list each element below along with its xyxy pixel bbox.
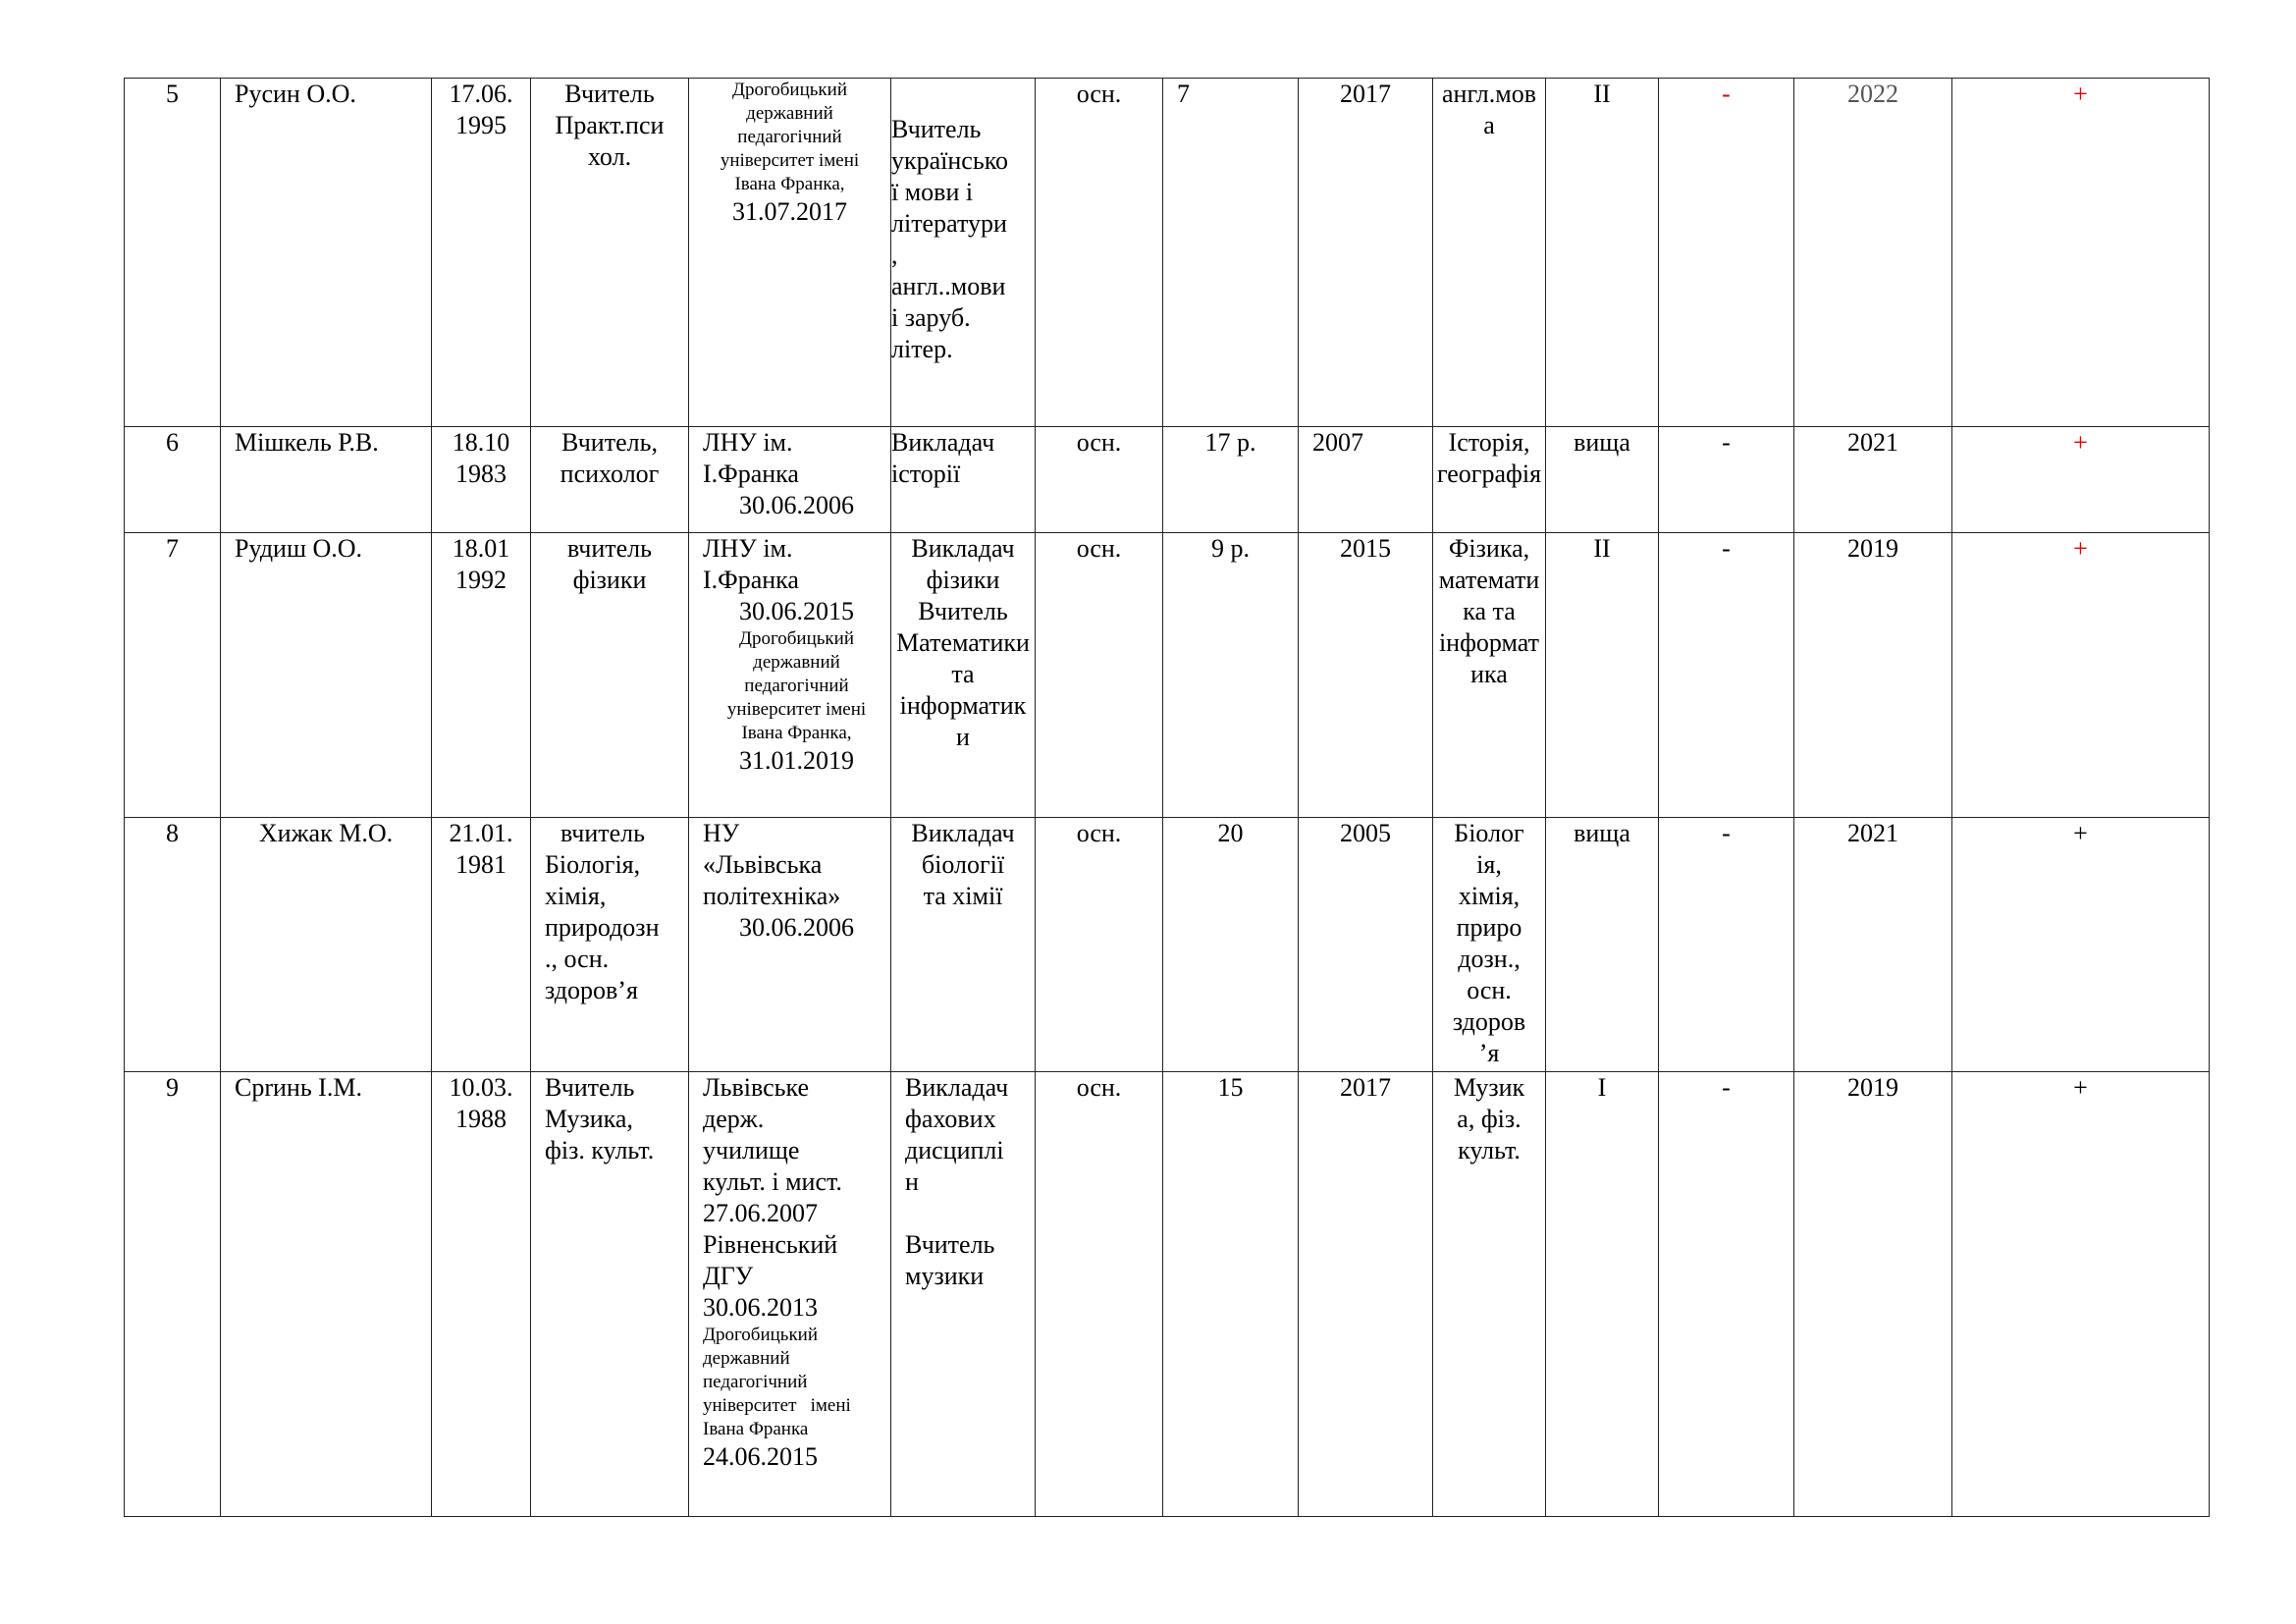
work-place: осн. — [1036, 818, 1163, 1072]
category: II — [1546, 79, 1659, 427]
attestation-year: 2021 — [1794, 818, 1952, 1072]
year-start: 2017 — [1299, 1072, 1433, 1517]
position: вчитель Біологія, хімія, природозн ., осн. здоров’я — [531, 818, 689, 1072]
experience: 17 р. — [1163, 427, 1299, 533]
education: Дрогобицький державний педагогічний університет імені Івана Франка, 31.07.2017 — [689, 79, 891, 427]
mark: + — [1952, 1072, 2210, 1517]
work-place: осн. — [1036, 533, 1163, 818]
position: Вчитель Практ.пси хол. — [531, 79, 689, 427]
experience: 7 — [1163, 79, 1299, 427]
category: І — [1546, 1072, 1659, 1517]
category: вища — [1546, 818, 1659, 1072]
position: Вчитель, психолог — [531, 427, 689, 533]
specialty: Вчитель українсько ї мови і літератури , англ..мови і заруб. літер. — [891, 79, 1036, 427]
position: Вчитель Музика, фіз. культ. — [531, 1072, 689, 1517]
subjects: англ.мов а — [1433, 79, 1546, 427]
attestation-year: 2022 — [1794, 79, 1952, 427]
rank: - — [1659, 1072, 1794, 1517]
specialty: Викладач історії — [891, 427, 1036, 533]
position: вчитель фізики — [531, 533, 689, 818]
rank: - — [1659, 427, 1794, 533]
year-start: 2017 — [1299, 79, 1433, 427]
specialty: Викладач фахових дисциплі н Вчитель музики — [891, 1072, 1036, 1517]
table-row — [125, 818, 2210, 1072]
birth-date: 17.06. 1995 — [432, 79, 531, 427]
specialty: Викладач біології та хімії — [891, 818, 1036, 1072]
education: НУ «Львівська політехніка» 30.06.2006 — [689, 818, 891, 1072]
rank: - — [1659, 79, 1794, 427]
subjects: Біолог ія, хімія, приро дозн., осн. здоров ’я — [1433, 818, 1546, 1072]
rank: - — [1659, 533, 1794, 818]
year-start: 2015 — [1299, 533, 1433, 818]
rank: - — [1659, 818, 1794, 1072]
table-row — [125, 427, 2210, 533]
work-place: осн. — [1036, 1072, 1163, 1517]
row-number: 8 — [125, 818, 221, 1072]
education: ЛНУ ім. І.Франка 30.06.2015 Дрогобицький державний педагогічний університет імені Івана Франка, 31.01.2019 — [689, 533, 891, 818]
specialty: Викладач фізики Вчитель Математики та інформатик и — [891, 533, 1036, 818]
experience: 9 р. — [1163, 533, 1299, 818]
teacher-name: Сprинь І.М. — [221, 1072, 432, 1517]
mark: + — [1952, 533, 2210, 818]
teacher-name: Рудиш О.О. — [221, 533, 432, 818]
subjects: Історія, географія — [1433, 427, 1546, 533]
birth-date: 21.01. 1981 — [432, 818, 531, 1072]
education: ЛНУ ім. І.Франка 30.06.2006 — [689, 427, 891, 533]
work-place: осн. — [1036, 79, 1163, 427]
category: II — [1546, 533, 1659, 818]
attestation-year: 2021 — [1794, 427, 1952, 533]
teacher-name: Хижак М.О. — [221, 818, 432, 1072]
teacher-name: Русин О.О. — [221, 79, 432, 427]
teacher-name: Мішкель Р.В. — [221, 427, 432, 533]
table-row — [125, 1072, 2210, 1517]
experience: 15 — [1163, 1072, 1299, 1517]
birth-date: 18.01 1992 — [432, 533, 531, 818]
experience: 20 — [1163, 818, 1299, 1072]
mark: + — [1952, 79, 2210, 427]
category: вища — [1546, 427, 1659, 533]
attestation-year: 2019 — [1794, 533, 1952, 818]
birth-date: 18.10 1983 — [432, 427, 531, 533]
row-number: 5 — [125, 79, 221, 427]
year-start: 2007 — [1299, 427, 1433, 533]
staff-table — [124, 78, 2210, 1517]
mark: + — [1952, 818, 2210, 1072]
education: Львівське держ. училище культ. і мист. 27.06.2007 Рівненський ДГУ 30.06.2013 Дрогобицький державний педагогічний університет імені Івана Франка 24.06.2015 — [689, 1072, 891, 1517]
subjects: Фізика, математи ка та інформат ика — [1433, 533, 1546, 818]
mark: + — [1952, 427, 2210, 533]
row-number: 9 — [125, 1072, 221, 1517]
subjects: Музик а, фіз. культ. — [1433, 1072, 1546, 1517]
row-number: 6 — [125, 427, 221, 533]
work-place: осн. — [1036, 427, 1163, 533]
birth-date: 10.03. 1988 — [432, 1072, 531, 1517]
attestation-year: 2019 — [1794, 1072, 1952, 1517]
table-row — [125, 79, 2210, 427]
year-start: 2005 — [1299, 818, 1433, 1072]
table-row — [125, 533, 2210, 818]
row-number: 7 — [125, 533, 221, 818]
